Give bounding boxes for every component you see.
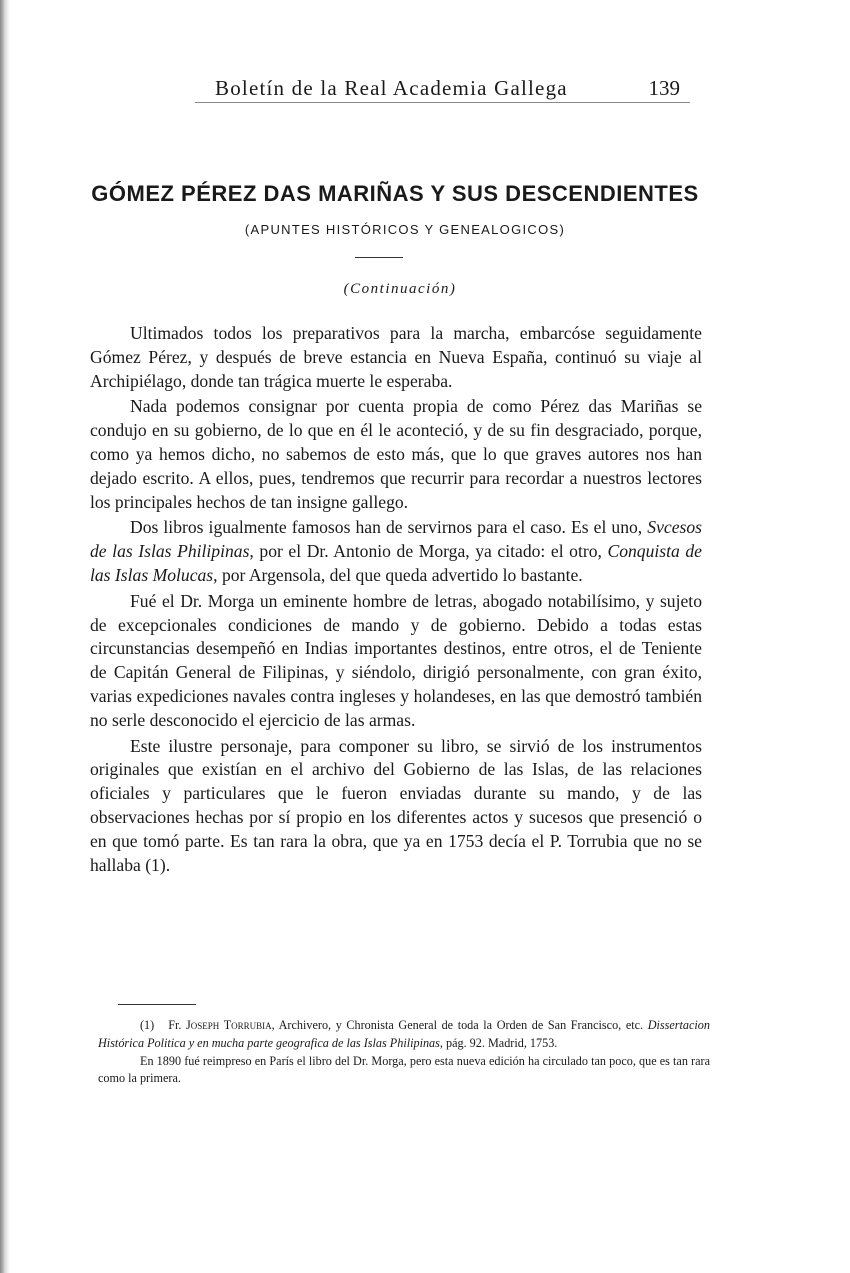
paragraph-4: Fué el Dr. Morga un eminente hombre de letras, abogado notabilísimo, y sujeto de excepcionales condiciones de mando y de gobierno. Debido a todas estas circunstancias desempeñó en Indias importantes destinos, entre otros, el de Teniente de Capitán General de Filipinas, y siéndolo, dirigió personalmente, con gran éxito, varias expediciones navales contra ingleses y holandeses, en las que demostró también no serle desconocido el ejercicio de las armas. xyxy=(90,590,702,730)
footnote-2: En 1890 fué reimpreso en París el libro del Dr. Morga, pero esta nueva edición ha circulado tan poco, que es tan rara como la primera. xyxy=(98,1053,710,1086)
paragraph-3 xyxy=(90,516,702,587)
footnote-1-author: Joseph Torrubia xyxy=(186,1018,272,1032)
paragraph-1: Ultimados todos los preparativos para la marcha, embarcóse seguidamente Gómez Pérez, y después de breve estancia en Nueva España, continuó su viaje al Archipiélago, donde tan trágica muerte le esperaba. xyxy=(90,323,702,391)
article-body xyxy=(90,322,702,879)
continuation-note: (Continuación) xyxy=(343,281,457,297)
scan-edge-shadow xyxy=(0,0,10,1273)
footnote-divider xyxy=(118,1004,196,1005)
paragraph-3-text-c: por Argensola, del que queda advertido lo bastante. xyxy=(217,564,583,585)
footnote-1-text-c: pág. 92. Madrid, 1753. xyxy=(442,1035,558,1050)
footnote-1-work-title: Dissertacion Histórica Politica y en mucha parte geografica de las Islas Philipinas, xyxy=(98,1018,710,1050)
running-header xyxy=(195,76,690,103)
footnote-marker: (1) xyxy=(140,1018,155,1032)
book-title-sucesos: Svcesos de las Islas Philipinas, xyxy=(90,517,702,562)
paragraph-3-text-b: por el Dr. Antonio de Morga, ya citado: el otro, xyxy=(253,541,608,562)
paragraph-5: Este ilustre personaje, para componer su libro, se sirvió de los instrumentos originales que existían en el archivo del Gobierno de las Islas, de las relaciones oficiales y particulares que le fueron enviadas durante su mando, y de las observaciones hechas por sí propio en los diferentes actos y sucesos que presenció o en que tomó parte. Es tan rara la obra, que ya en 1753 decía el P. Torrubia que no se hallaba (1). xyxy=(90,735,702,875)
title-divider xyxy=(355,257,403,258)
paragraph-2: Nada podemos consignar por cuenta propia de como Pérez das Mariñas se condujo en su gobierno, de lo que en él le aconteció, y de su fin desgraciado, porque, como ya hemos dicho, no sabemos de esto más, que lo que graves autores nos han dejado escrito. A ellos, pues, tendremos que recurrir para recordar a nuestros lectores los principales hechos de tan insigne gallego. xyxy=(90,396,702,512)
journal-title: Boletín de la Real Academia Gallega xyxy=(215,76,568,100)
article-title: GÓMEZ PÉREZ DAS MARIÑAS Y SUS DESCENDIENTES xyxy=(91,181,699,206)
footnote-1 xyxy=(98,1017,710,1053)
footnotes xyxy=(98,1017,710,1088)
paragraph-3-text-a: Dos libros igualmente famosos han de servirnos para el caso. Es el uno, xyxy=(130,517,648,538)
footnote-1-text-a: Fr. xyxy=(168,1018,187,1032)
footnote-1-text-b: , Archivero, y Chronista General de toda la Orden de San Francisco, etc. xyxy=(271,1018,648,1032)
article-subtitle: (APUNTES HISTÓRICOS Y GENEALOGICOS) xyxy=(244,222,566,237)
book-title-conquista: Conquista de las Islas Molucas, xyxy=(90,541,702,585)
page-number: 139 xyxy=(648,76,680,100)
